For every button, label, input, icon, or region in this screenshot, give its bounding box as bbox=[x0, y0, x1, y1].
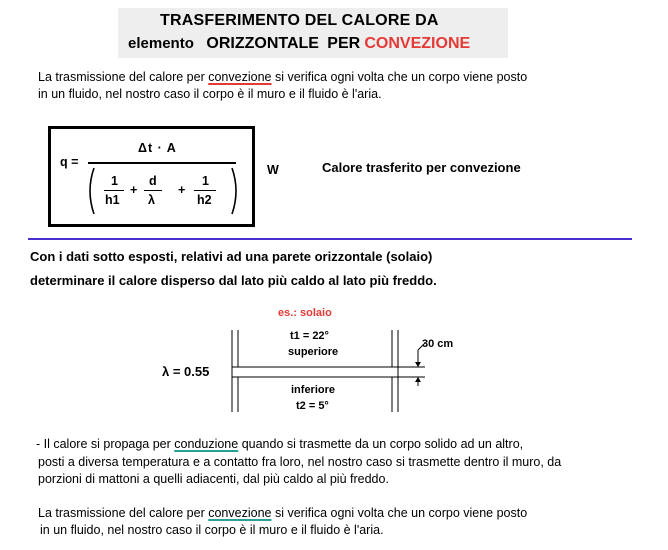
right-paren bbox=[232, 168, 236, 214]
t1-label: t1 = 22° bbox=[290, 330, 329, 342]
convection-underlined: convezione bbox=[208, 506, 272, 520]
title-orizzontale: ORIZZONTALE bbox=[206, 35, 319, 52]
conduction-line-3: porzioni di mattoni a quelli adiacenti, dal più caldo al più freddo. bbox=[38, 472, 389, 486]
formula-bar-c bbox=[194, 190, 216, 191]
formula-h2: h2 bbox=[197, 193, 212, 207]
intro-text: si verifica ogni volta che un corpo viene posto bbox=[271, 70, 528, 84]
superiore-label: superiore bbox=[288, 346, 339, 358]
intro-convezione-underlined: convezione bbox=[208, 70, 272, 84]
title-per: PER bbox=[327, 35, 361, 52]
conduction-text: quando si trasmette da un corpo solido ad un altro, bbox=[238, 437, 524, 451]
formula-main-fraction-bar bbox=[88, 162, 236, 164]
title-line-1: TRASFERIMENTO DEL CALORE DA bbox=[160, 12, 439, 29]
title-convezione: CONVEZIONE bbox=[364, 35, 471, 52]
intro-line-1 bbox=[38, 69, 527, 86]
formula-d: d bbox=[149, 174, 157, 188]
left-paren bbox=[90, 168, 94, 214]
conduction-underlined: conduzione bbox=[174, 437, 239, 451]
convection-text: si verifica ogni volta che un corpo viene posto bbox=[271, 506, 528, 520]
slab-diagram bbox=[225, 320, 440, 418]
title-elemento: elemento bbox=[128, 35, 194, 52]
formula-h1: h1 bbox=[105, 193, 120, 207]
formula-q: q = bbox=[60, 155, 79, 169]
formula-bar-b bbox=[144, 190, 162, 191]
convection-text: La trasmissione del calore per bbox=[38, 506, 209, 520]
dimension-arrow-up bbox=[415, 377, 421, 382]
conduction-text: - Il calore si propaga per bbox=[36, 437, 175, 451]
conduction-line-2: posti a diversa temperatura e a contatto fra loro, nel nostro caso si trasmette dentro il muro, da bbox=[38, 455, 562, 469]
formula-one-a: 1 bbox=[111, 174, 118, 188]
dimension-arrow-down bbox=[415, 362, 421, 367]
formula-parentheses bbox=[84, 166, 242, 218]
conduction-line-1 bbox=[36, 436, 523, 453]
thickness-label: 30 cm bbox=[422, 338, 454, 350]
question-line-1: Con i dati sotto esposti, relativi ad una parete orizzontale (solaio) bbox=[30, 249, 433, 264]
intro-line-2: in un fluido, nel nostro caso il corpo è il muro e il fluido è l'aria. bbox=[38, 87, 382, 101]
intro-text: La trasmissione del calore per bbox=[38, 70, 209, 84]
question-line-2: determinare il calore disperso dal lato più caldo al lato più freddo. bbox=[30, 273, 437, 288]
title-line-2 bbox=[128, 35, 470, 53]
formula-caption: Calore trasferito per convezione bbox=[322, 160, 521, 175]
lambda-label: λ = 0.55 bbox=[162, 364, 210, 379]
inferiore-label: inferiore bbox=[291, 384, 336, 396]
slab bbox=[232, 367, 398, 377]
formula-one-b: 1 bbox=[202, 174, 209, 188]
convection-line-2: in un fluido, nel nostro caso il corpo è il muro e il fluido è l'aria. bbox=[40, 523, 384, 537]
formula-numerator: Δt · A bbox=[138, 141, 177, 155]
example-label: es.: solaio bbox=[278, 307, 332, 319]
section-divider bbox=[28, 238, 632, 240]
formula-lambda: λ bbox=[148, 193, 155, 207]
formula-plus-a: + bbox=[130, 183, 138, 197]
convection-line-1 bbox=[38, 505, 527, 522]
formula-plus-b: + bbox=[178, 183, 186, 197]
formula-bar-a bbox=[104, 190, 124, 191]
formula-unit: W bbox=[267, 163, 279, 177]
t2-label: t2 = 5° bbox=[296, 400, 329, 412]
